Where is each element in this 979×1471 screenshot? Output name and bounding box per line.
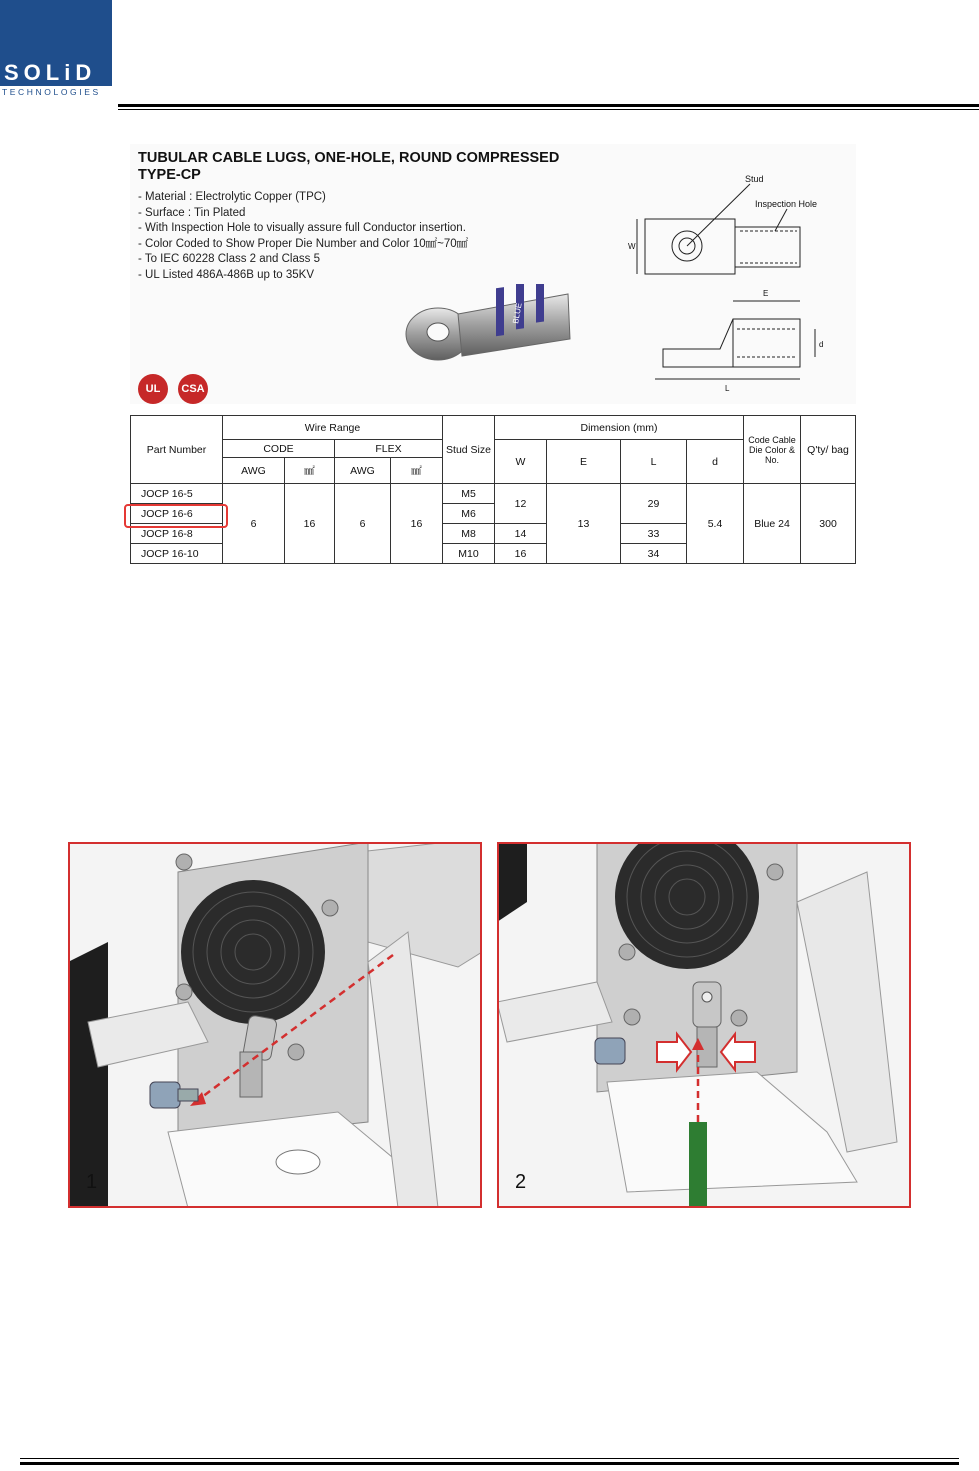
table-cell-l: 29 [621, 484, 687, 524]
table-cell-e: 13 [547, 484, 621, 564]
w-header: W [495, 440, 547, 484]
cable-lug-image [398, 284, 578, 374]
spec-bullet: - Surface : Tin Plated [138, 206, 468, 222]
stud-label: Stud [745, 174, 764, 184]
table-cell-flex-mm2: 16 [391, 484, 443, 564]
table-cell-part: JOCP 16-6 [131, 504, 223, 524]
lug-dimension-drawing [625, 169, 850, 399]
selected-part-highlight [124, 504, 228, 528]
table-cell-code-mm2: 16 [285, 484, 335, 564]
table-cell-part: JOCP 16-5 [131, 484, 223, 504]
flex-header: FLEX [335, 440, 443, 458]
install-step-2-image [497, 842, 911, 1208]
flex-mm2-header: ㎟ [391, 458, 443, 484]
inspection-hole-label: Inspection Hole [755, 199, 818, 209]
wire-range-header: Wire Range [223, 416, 443, 440]
spec-bullets [138, 190, 468, 283]
footer-rule [20, 1462, 959, 1465]
table-cell-flex-awg: 6 [335, 484, 391, 564]
d-label: d [819, 340, 824, 349]
table-cell-w: 12 [495, 484, 547, 524]
spec-bullet: - To IEC 60228 Class 2 and Class 5 [138, 252, 468, 268]
company-logo [0, 0, 112, 98]
dimension-header: Dimension (mm) [495, 416, 744, 440]
step-1-number: 1 [86, 1171, 98, 1193]
die-header: Code Cable Die Color & No. [744, 416, 801, 484]
code-header: CODE [223, 440, 335, 458]
table-cell-stud: M8 [443, 524, 495, 544]
e-header: E [547, 440, 621, 484]
table-cell-stud: M5 [443, 484, 495, 504]
spec-title-line: TUBULAR CABLE LUGS, ONE-HOLE, ROUND COMPRESSED [138, 150, 560, 166]
footer-rule-thin [20, 1458, 959, 1459]
w-label: W [628, 242, 636, 251]
spec-subtitle: TYPE-CP [138, 167, 201, 183]
install-step-1-image [68, 842, 482, 1208]
step-2-frame [497, 842, 911, 1208]
logo-text: SOLiD [4, 60, 97, 85]
logo-subtext: TECHNOLOGIES [2, 87, 101, 97]
l-header: L [621, 440, 687, 484]
lug-color-label: BLUE [511, 302, 524, 325]
table-cell-part: JOCP 16-10 [131, 544, 223, 564]
code-mm2-header: ㎟ [285, 458, 335, 484]
step-1-frame [68, 842, 482, 1208]
lug-spec-panel [130, 144, 856, 404]
table-cell-stud: M6 [443, 504, 495, 524]
table-cell-qty: 300 [801, 484, 856, 564]
spec-title [138, 150, 559, 184]
qty-header: Q'ty/ bag [801, 416, 856, 484]
table-cell-w: 14 [495, 524, 547, 544]
table-cell-code-awg: 6 [223, 484, 285, 564]
table-cell-die: Blue 24 [744, 484, 801, 564]
table-cell-l: 34 [621, 544, 687, 564]
l-label: L [725, 384, 730, 393]
csa-logo: CSA [178, 374, 208, 404]
header-rule [118, 104, 979, 107]
step-2-number: 2 [515, 1171, 527, 1193]
header-rule-thin [118, 109, 979, 110]
d-header: d [687, 440, 744, 484]
e-label: E [763, 289, 769, 298]
spec-bullet: - UL Listed 486A-486B up to 35KV [138, 268, 468, 284]
part-number-header: Part Number [131, 416, 223, 484]
spec-bullet: - Material : Electrolytic Copper (TPC) [138, 190, 468, 206]
table-cell-part: JOCP 16-8 [131, 524, 223, 544]
table-cell-l: 33 [621, 524, 687, 544]
flex-awg-header: AWG [335, 458, 391, 484]
ul-logo: UL [138, 374, 168, 404]
stud-size-header: Stud Size [443, 416, 495, 484]
code-awg-header: AWG [223, 458, 285, 484]
table-cell-stud: M10 [443, 544, 495, 564]
lug-spec-table [130, 415, 856, 564]
spec-bullet: - With Inspection Hole to visually assure full Conductor insertion. [138, 221, 468, 237]
spec-bullet: - Color Coded to Show Proper Die Number and Color 10㎟~70㎟ [138, 237, 468, 253]
table-cell-d: 5.4 [687, 484, 744, 564]
table-cell-w: 16 [495, 544, 547, 564]
